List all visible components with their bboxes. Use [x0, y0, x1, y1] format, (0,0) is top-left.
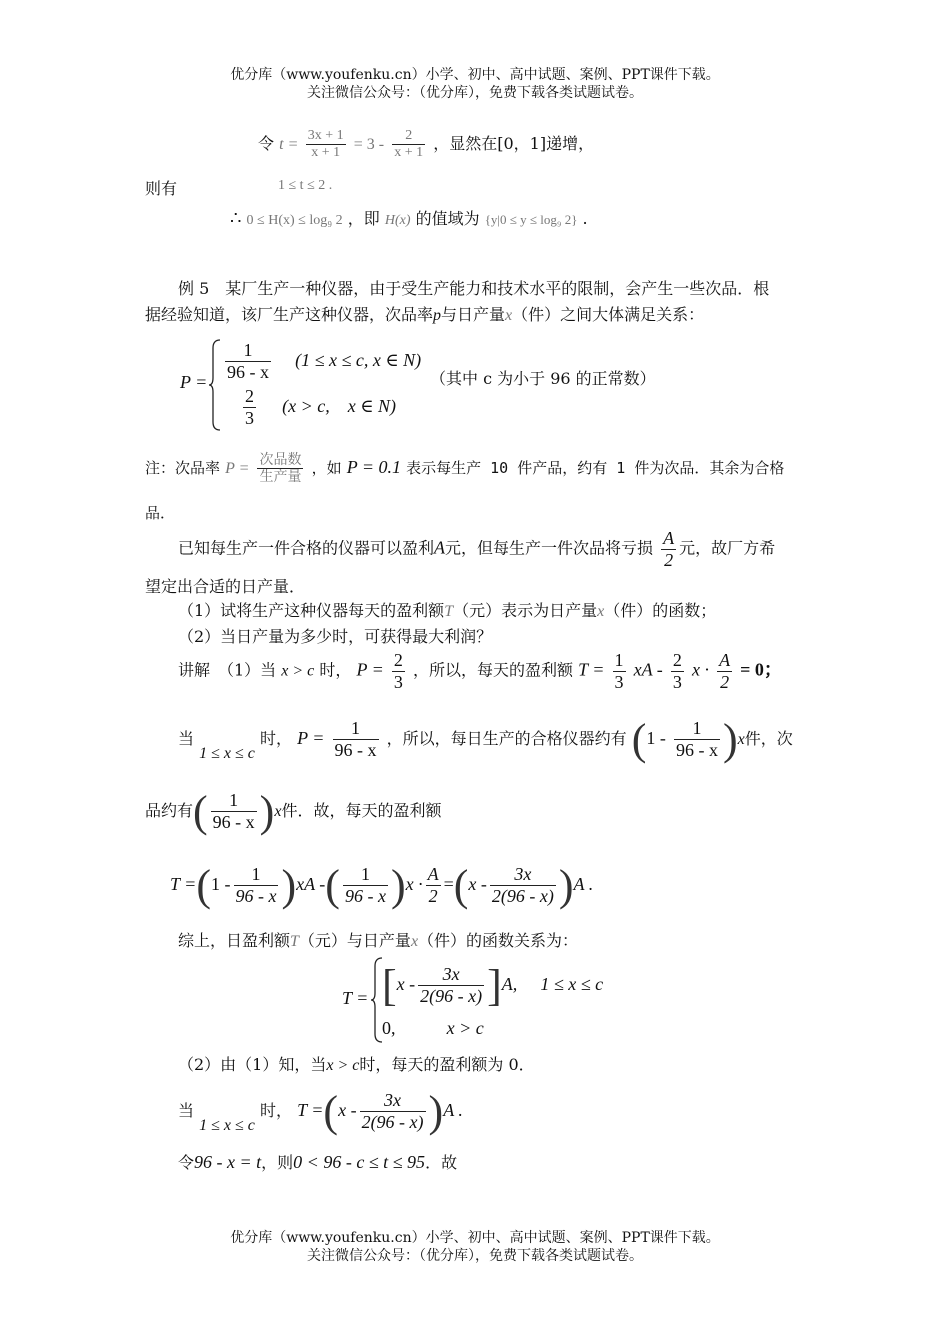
text: 件．故，每天的盈利额: [281, 801, 442, 820]
num: 3x + 1: [306, 128, 346, 145]
condition: (x > c, x ∈ N): [282, 395, 397, 416]
num: 1: [225, 340, 271, 362]
num: 2: [393, 650, 403, 670]
term: x -: [396, 974, 416, 994]
line-then: 则有: [145, 179, 178, 198]
text: 件，次: [744, 729, 793, 748]
text: ，所以，每日生产的合格仪器约有: [386, 729, 627, 748]
condition: x > c: [281, 662, 315, 680]
num: A: [719, 650, 731, 670]
fraction-a-over-2: [426, 864, 441, 906]
fraction-3x-over-2-96-x: [360, 1090, 426, 1132]
question-1: [178, 598, 716, 621]
right-paren-icon: ): [259, 787, 275, 836]
mid: = 3 -: [353, 136, 385, 154]
summary-line: [178, 928, 578, 951]
text: 讲解 （1）当: [178, 660, 277, 680]
question-2: （2）当日产量为多少时，可获得最大利润？: [178, 627, 493, 646]
case-2: [240, 386, 396, 428]
num: 2: [392, 128, 425, 145]
text: ，所以，每天的盈利额: [413, 660, 574, 680]
den: 生产量: [259, 469, 302, 486]
den: 3: [245, 407, 254, 428]
den: 2(96 - x): [361, 1112, 424, 1132]
term: x -: [338, 1100, 357, 1120]
right-paren-icon: ): [390, 861, 406, 910]
solution-line-1: [178, 650, 782, 692]
text: 元，故厂方希: [679, 538, 776, 558]
den: x + 1: [394, 145, 424, 161]
den: 96 - x: [334, 740, 377, 760]
example-5-line-2: [145, 302, 704, 325]
text: 当: [178, 729, 195, 748]
therefore-symbol: ∴: [230, 208, 242, 229]
term: A .: [443, 1100, 463, 1120]
eq: =: [288, 136, 298, 154]
text: 与日产量: [441, 305, 506, 324]
text: 令: [178, 1153, 195, 1172]
header-line-1: 优分库（www.youfenku.cn）小学、初中、高中试题、案例、PPT课件下载。: [230, 67, 720, 83]
text: 已知每生产一件合格的仪器可以盈利: [178, 538, 435, 558]
text: ，显然在[0，1]递增，: [433, 134, 595, 154]
condition: 1 ≤ x ≤ c: [199, 745, 255, 762]
num: 次品数: [259, 452, 302, 468]
var-x: x: [410, 933, 419, 950]
term: x ·: [405, 874, 423, 894]
var-t: T: [290, 933, 299, 950]
fraction-1-over-96-x: [674, 718, 720, 760]
text: （1）试将生产这种仪器每天的盈利额: [178, 601, 445, 620]
den: x + 1: [311, 145, 341, 161]
num: 2: [672, 650, 682, 670]
term: x -: [468, 874, 487, 894]
fraction-2-over-x1: [392, 128, 425, 161]
t-eq: T =: [170, 874, 197, 894]
var-a: A: [434, 537, 446, 558]
text: 当: [178, 1101, 195, 1120]
num: 1: [614, 650, 624, 670]
note-line-2: 品．: [145, 504, 176, 522]
fraction-1-over-96-x: [234, 864, 279, 906]
num: 1: [674, 718, 720, 740]
num: 1: [211, 790, 257, 812]
text: 时，每天的盈利额为 0．: [359, 1055, 535, 1074]
fraction-3x-over-2-96-x: [490, 864, 556, 906]
result: = 0；: [740, 659, 782, 680]
condition: x > c: [446, 1018, 484, 1038]
text: ，如: [311, 459, 342, 478]
text: 的值域为: [415, 209, 480, 228]
condition: 1 ≤ x ≤ c: [540, 974, 604, 994]
text: （元）与日产量: [298, 931, 411, 950]
right-paren-icon: ): [281, 861, 297, 910]
fraction-1-over-3: [613, 650, 626, 692]
fraction-1-over-96-x: [343, 864, 388, 906]
num: 1: [234, 864, 279, 886]
left-paren-icon: (: [193, 787, 208, 836]
t-eq: T =: [297, 1100, 324, 1120]
den: 96 - x: [344, 886, 386, 906]
var-t: t: [279, 136, 284, 154]
p-eq: P =: [297, 728, 325, 748]
p-label: P =: [180, 372, 208, 392]
var-t: T: [444, 603, 454, 620]
text: ，即: [347, 209, 380, 228]
text: （件）的函数；: [604, 601, 717, 620]
part-2-line-3: [178, 1150, 457, 1173]
piecewise-t-label: T =: [342, 988, 369, 1008]
note-line-1: [145, 452, 784, 485]
t-equation: [170, 860, 593, 911]
fraction-1-over-96-x: [333, 718, 379, 760]
fraction-a-over-2: [661, 528, 676, 570]
inequality: 0 < 96 - c ≤ t ≤ 95: [293, 1152, 426, 1172]
text: .: [582, 209, 588, 228]
num: A: [427, 864, 439, 885]
text: 令: [258, 134, 275, 154]
text: （2）由（1）知，当: [178, 1055, 327, 1074]
range-set: {y|0 ≤ y ≤ log₉ 2}: [484, 212, 578, 227]
right-paren-icon: ): [558, 861, 574, 910]
term: 1 -: [211, 874, 231, 894]
text: 时，: [259, 1101, 292, 1120]
term: 1 -: [646, 728, 666, 748]
den: 96 - x: [227, 361, 269, 382]
var-x: x: [737, 731, 745, 748]
text: （件）之间大体满足关系：: [512, 305, 705, 324]
left-paren-icon: (: [453, 861, 469, 910]
num: 2: [245, 386, 254, 406]
left-paren-icon: (: [631, 715, 647, 764]
known-line-1: [178, 528, 775, 570]
den: 2(96 - x): [491, 886, 554, 906]
right-bracket-icon: ]: [487, 961, 502, 1010]
condition: x > c: [326, 1057, 360, 1074]
left-paren-icon: (: [325, 861, 340, 910]
den: 96 - x: [212, 812, 255, 832]
t-eq: T =: [578, 659, 605, 680]
range-t: 1 ≤ t ≤ 2 .: [278, 178, 333, 193]
den: 3: [672, 671, 682, 692]
left-brace-icon: [208, 338, 222, 432]
fraction-2-over-3: [671, 650, 684, 692]
num: A: [663, 528, 675, 548]
var-p: p: [433, 307, 442, 324]
fraction-3x-over-2-96-x: [418, 964, 484, 1006]
case-note: （其中 c 为小于 96 的正常数）: [430, 369, 656, 388]
den: 3: [614, 671, 624, 692]
condition: (1 ≤ x ≤ c, x ∈ N): [295, 349, 422, 370]
fraction-1-over-96-x: [225, 340, 271, 382]
text: ，则: [261, 1153, 294, 1172]
fraction-1-over-96-x: [211, 790, 257, 832]
value: 0,: [382, 1018, 396, 1038]
den: 2: [664, 549, 674, 570]
right-paren-icon: ): [722, 715, 738, 764]
fraction-2-over-3: [243, 386, 256, 428]
text: 时，: [259, 729, 292, 748]
num: 1: [343, 864, 388, 886]
text: 元，但每生产一件次品将亏损: [445, 538, 654, 558]
footer-line-1: 优分库（www.youfenku.cn）小学、初中、高中试题、案例、PPT课件下载。: [230, 1230, 720, 1246]
case-1: [222, 340, 421, 382]
solution-line-2: [178, 714, 793, 765]
var-x: x: [597, 603, 605, 620]
right-paren-icon: ): [428, 1087, 444, 1136]
example-5-line-1: 例 5 某厂生产一种仪器，由于受生产能力和技术水平的限制，会产生一些次品．根: [178, 279, 770, 298]
line-h-range: [230, 206, 588, 229]
piecewise-t-case-1: [382, 960, 603, 1011]
term: x ·: [691, 659, 709, 680]
text: 据经验知道，该厂生产这种仪器，次品率: [145, 305, 434, 324]
text: 注：次品率: [145, 459, 221, 478]
left-paren-icon: (: [323, 1087, 339, 1136]
header-line-2: 关注微信公众号：（优分库），免费下载各类试题试卷。: [307, 85, 643, 101]
p-eq: P =: [356, 659, 384, 680]
fraction-a-over-2: [717, 650, 732, 692]
fraction-2-over-3: [392, 650, 405, 692]
condition: 1 ≤ x ≤ c: [199, 1117, 255, 1134]
text: （元）表示为日产量: [453, 601, 598, 620]
term: A,: [501, 974, 518, 994]
note-p: P =: [225, 460, 250, 478]
num: 3x: [490, 864, 556, 886]
text: 品约有: [145, 801, 194, 820]
var-x: x: [505, 307, 513, 324]
term: xA -: [296, 874, 326, 894]
term: A .: [573, 874, 594, 894]
fraction-3x1-over-x1: [306, 128, 346, 161]
footer-line-2: 关注微信公众号：（优分库），免费下载各类试题试卷。: [307, 1248, 643, 1264]
text: 表示每生产 10 件产品，约有 1 件为次品．其余为合格: [406, 459, 785, 478]
num: 3x: [418, 964, 484, 986]
den: 96 - x: [235, 886, 277, 906]
part-2-line-1: [178, 1052, 535, 1075]
note-example-value: P = 0.1: [346, 457, 402, 478]
den: 2(96 - x): [420, 986, 483, 1006]
part-2-line-2: [178, 1086, 463, 1137]
num: 1: [333, 718, 379, 740]
term: xA -: [633, 659, 663, 680]
text: 综上，日盈利额: [178, 931, 291, 950]
den: 2: [428, 886, 438, 906]
den: 2: [720, 671, 730, 692]
left-paren-icon: (: [196, 861, 211, 910]
fraction-defect-rate: [257, 452, 303, 485]
line-t-definition: [258, 128, 594, 161]
var-x: x: [274, 803, 282, 820]
den: 3: [393, 671, 403, 692]
eq: =: [443, 874, 454, 894]
text: 时，: [319, 660, 352, 680]
piecewise-t-case-2: [382, 1018, 484, 1039]
text: ．故: [425, 1153, 458, 1172]
known-line-2: 望定出合适的日产量．: [145, 577, 306, 596]
solution-line-3: [145, 786, 441, 837]
den: 96 - x: [675, 740, 718, 760]
h-of-x: H(x): [384, 213, 411, 228]
num: 3x: [360, 1090, 426, 1112]
left-bracket-icon: [: [382, 961, 397, 1010]
substitution: 96 - x = t: [194, 1152, 262, 1172]
h-bounds: 0 ≤ H(x) ≤ log₉ 2: [246, 213, 343, 228]
text: （件）的函数关系为：: [418, 931, 579, 950]
